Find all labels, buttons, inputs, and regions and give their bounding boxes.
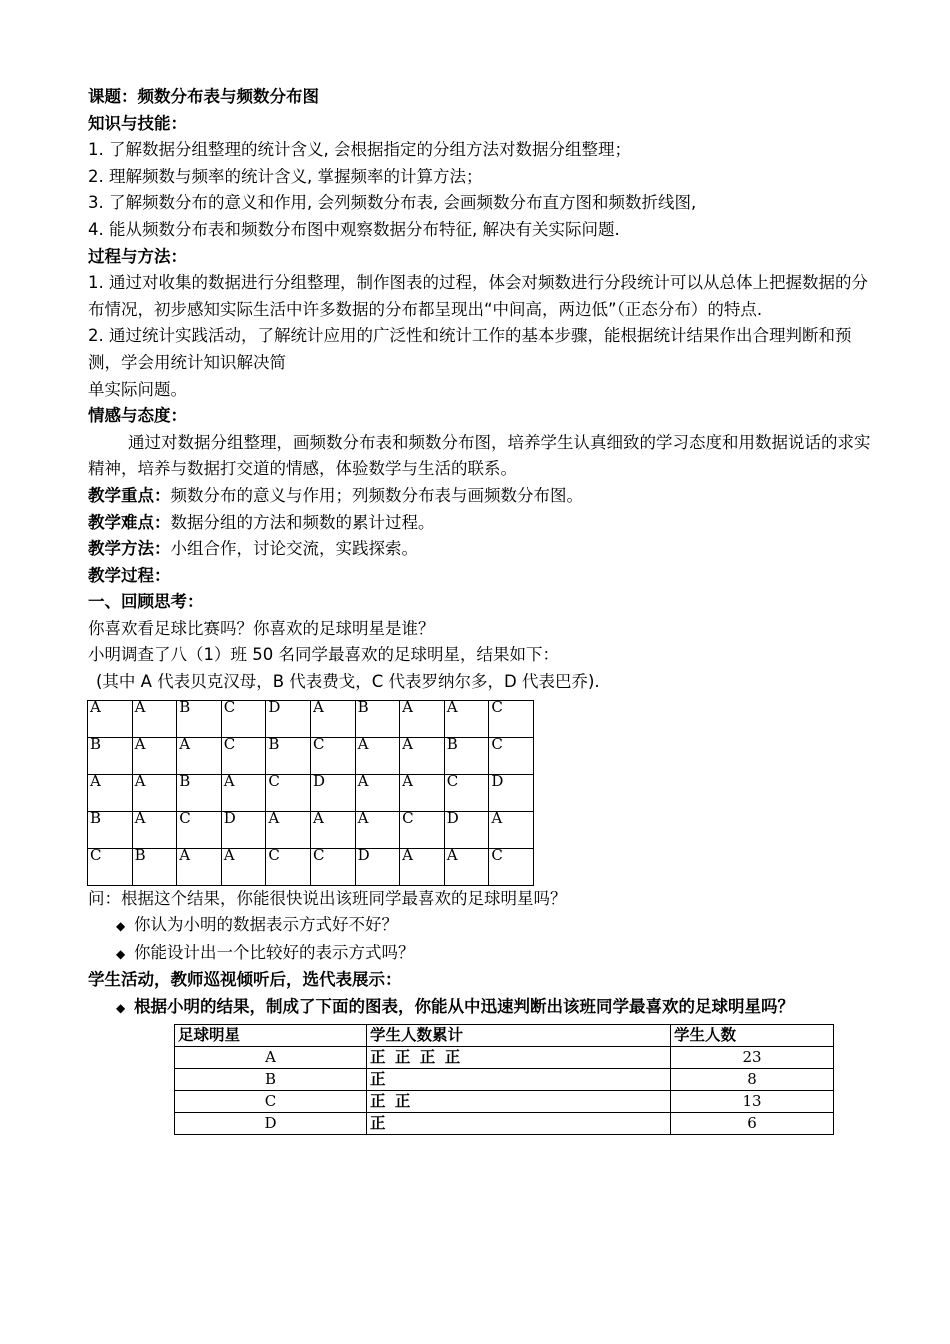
- survey-data-grid: [87, 697, 534, 886]
- process-item-3: 单实际问题。: [88, 379, 187, 399]
- table-row: [175, 1112, 834, 1134]
- grid-cell-text: D: [268, 697, 281, 716]
- grid-cell-text: B: [446, 734, 458, 753]
- list-item-label: 你能设计出一个比较好的表示方式吗？: [134, 942, 415, 962]
- grid-cell: [88, 808, 133, 848]
- knowledge-heading: 知识与技能：: [88, 113, 187, 133]
- table-row: [88, 774, 534, 811]
- grid-cell-text: A: [223, 771, 235, 790]
- grid-cell: [310, 734, 355, 774]
- grid-cell: [355, 771, 400, 811]
- grid-cell-text: C: [312, 845, 325, 864]
- grid-cell: [489, 771, 534, 811]
- grid-cell: [177, 808, 222, 848]
- key-point-row: [88, 483, 878, 510]
- survey-data-grid-wrapper: [87, 697, 878, 886]
- table-row: [88, 737, 534, 774]
- grid-cell-text: A: [90, 771, 101, 790]
- grid-cell-text: C: [402, 808, 414, 827]
- grid-cell: [444, 771, 489, 811]
- frequency-table: [174, 1024, 834, 1135]
- grid-cell: [400, 845, 445, 885]
- grid-cell: [310, 808, 355, 848]
- grid-cell: [444, 734, 489, 774]
- grid-cell: [489, 845, 534, 885]
- grid-cell: [88, 734, 133, 774]
- list-item-label: 你认为小明的数据表示方式好不好？: [134, 915, 398, 935]
- page-title-label: 课题：: [88, 87, 138, 106]
- grid-cell-text: A: [134, 697, 146, 716]
- grid-cell-text: C: [223, 734, 236, 753]
- grid-cell: [266, 734, 311, 774]
- page-title: [88, 84, 878, 111]
- grid-cell-text: A: [90, 697, 101, 716]
- grid-cell: [489, 697, 534, 737]
- knowledge-item-2: 2. 理解频数与频率的统计含义, 掌握频率的计算方法；: [88, 166, 483, 186]
- grid-cell-text: A: [357, 771, 369, 790]
- grid-cell: [88, 697, 133, 737]
- grid-cell: [177, 697, 222, 737]
- grid-cell: [266, 771, 311, 811]
- table-row: [88, 811, 534, 848]
- bullet-diamond-icon: ◆: [116, 946, 126, 961]
- cell-tally: 正 正: [367, 1090, 671, 1112]
- grid-cell-text: B: [179, 771, 191, 790]
- grid-cell-text: C: [491, 697, 503, 716]
- cell-tally: 正: [367, 1112, 671, 1134]
- grid-cell-text: A: [134, 771, 146, 790]
- grid-cell: [400, 771, 445, 811]
- grid-cell-text: A: [357, 808, 369, 827]
- grid-cell: [266, 697, 311, 737]
- grid-cell: [355, 845, 400, 885]
- grid-cell-text: A: [179, 734, 191, 753]
- grid-cell-text: B: [357, 697, 369, 716]
- grid-cell: [88, 771, 133, 811]
- grid-cell-text: A: [134, 808, 146, 827]
- grid-cell-text: A: [446, 697, 458, 716]
- document-content: [88, 84, 878, 1135]
- grid-cell-text: B: [134, 845, 146, 864]
- grid-cell-text: D: [446, 808, 459, 827]
- grid-cell-text: C: [268, 771, 280, 790]
- process-item-1: 1. 通过对收集的数据进行分组整理，制作图表的过程，体会对频数进行分段统计可以从总体上把握数据的分布情况，初步感知实际生活中许多数据的分布都呈现出“中间高，两边低”（正态分布）的特点.: [88, 273, 868, 319]
- grid-cell-text: A: [402, 697, 413, 716]
- column-header-count: 学生人数: [671, 1024, 834, 1046]
- grid-cell: [177, 845, 222, 885]
- grid-cell: [177, 734, 222, 774]
- table-row: [175, 1090, 834, 1112]
- cell-tally: 正 正 正 正: [367, 1046, 671, 1068]
- ask-line: 问：根据这个结果，你能很快说出该班同学最喜欢的足球明星吗？: [88, 888, 567, 908]
- grid-cell-text: A: [446, 845, 458, 864]
- cell-count: 6: [671, 1112, 834, 1134]
- grid-cell-text: C: [90, 845, 102, 864]
- cell-star: C: [175, 1090, 367, 1112]
- grid-cell-text: B: [179, 697, 191, 716]
- grid-cell: [310, 771, 355, 811]
- table-row: [175, 1046, 834, 1068]
- cell-star: D: [175, 1112, 367, 1134]
- grid-cell: [355, 697, 400, 737]
- grid-cell: [489, 808, 534, 848]
- grid-cell: [355, 808, 400, 848]
- grid-cell-text: A: [312, 697, 324, 716]
- cell-star: B: [175, 1068, 367, 1090]
- grid-cell-text: B: [268, 734, 280, 753]
- grid-cell: [489, 734, 534, 774]
- grid-cell: [221, 771, 266, 811]
- grid-cell: [221, 697, 266, 737]
- grid-cell-text: A: [402, 771, 413, 790]
- grid-cell-text: C: [312, 734, 325, 753]
- grid-cell-text: A: [357, 734, 369, 753]
- grid-cell: [132, 845, 177, 885]
- grid-cell-text: C: [223, 697, 236, 716]
- grid-cell-text: C: [179, 808, 191, 827]
- grid-cell: [221, 845, 266, 885]
- review-heading: 一、回顾思考：: [88, 592, 204, 612]
- grid-cell: [266, 845, 311, 885]
- grid-cell-text: C: [491, 734, 503, 753]
- grid-cell: [221, 808, 266, 848]
- grid-cell: [444, 845, 489, 885]
- review-question-1: 你喜欢看足球比赛吗？你喜欢的足球明星是谁？: [88, 618, 435, 638]
- page-title-value: 频数分布表与频数分布图: [137, 87, 319, 106]
- grid-cell: [177, 771, 222, 811]
- column-header-star: 足球明星: [175, 1024, 367, 1046]
- activity-heading: 学生活动，教师巡视倾听后，选代表展示：: [88, 970, 402, 990]
- knowledge-item-1: 1. 了解数据分组整理的统计含义, 会根据指定的分组方法对数据分组整理；: [88, 140, 631, 160]
- process-heading: 过程与方法：: [88, 246, 187, 266]
- grid-cell-text: D: [357, 845, 370, 864]
- grid-cell-text: A: [179, 845, 191, 864]
- method-label: 教学方法：: [88, 539, 171, 559]
- grid-cell-text: A: [312, 808, 324, 827]
- grid-cell: [400, 808, 445, 848]
- difficulty-text: 数据分组的方法和频数的累计过程。: [170, 512, 435, 532]
- table-row: [88, 848, 534, 885]
- bullet-diamond-icon: ◆: [116, 1001, 126, 1016]
- knowledge-item-4: 4. 能从频数分布表和频数分布图中观察数据分布特征, 解决有关实际问题.: [88, 219, 620, 239]
- cell-count: 23: [671, 1046, 834, 1068]
- grid-cell-text: D: [491, 771, 504, 790]
- grid-cell: [444, 697, 489, 737]
- grid-cell: [400, 697, 445, 737]
- column-header-tally: 学生人数累计: [367, 1024, 671, 1046]
- difficulty-label: 教学难点：: [88, 512, 171, 532]
- method-row: [88, 536, 878, 563]
- grid-cell-text: A: [402, 734, 413, 753]
- grid-cell: [88, 845, 133, 885]
- grid-cell-text: C: [268, 845, 280, 864]
- emotion-heading: 情感与态度：: [88, 406, 187, 426]
- grid-cell-text: B: [90, 734, 102, 753]
- process-item-2: 2. 通过统计实践活动，了解统计应用的广泛性和统计工作的基本步骤，能根据统计结果作出合理判断和预测，学会用统计知识解决简: [88, 326, 852, 372]
- grid-cell: [400, 734, 445, 774]
- grid-cell: [310, 845, 355, 885]
- grid-cell-text: D: [223, 808, 236, 827]
- grid-cell: [132, 771, 177, 811]
- emotion-text: 通过对数据分组整理，画频数分布表和频数分布图，培养学生认真细致的学习态度和用数据说话的求实精神，培养与数据打交道的情感，体验数学与生活的联系。: [88, 432, 871, 479]
- grid-cell: [221, 734, 266, 774]
- grid-cell-text: C: [446, 771, 459, 790]
- grid-cell: [266, 808, 311, 848]
- method-text: 小组合作，讨论交流，实践探索。: [170, 539, 418, 559]
- grid-cell-text: A: [223, 845, 235, 864]
- grid-cell: [355, 734, 400, 774]
- grid-cell-text: C: [491, 845, 503, 864]
- knowledge-item-3: 3. 了解频数分布的意义和作用, 会列频数分布表, 会画频数分布直方图和频数折线图,: [88, 193, 697, 213]
- list-item-label: 根据小明的结果，制成了下面的图表，你能从中迅速判断出该班同学最喜欢的足球明星吗？: [134, 997, 794, 1017]
- list-item: [88, 940, 878, 968]
- grid-cell: [444, 808, 489, 848]
- grid-cell-text: A: [268, 808, 280, 827]
- review-question-2: 小明调查了八（1）班 50 名同学最喜欢的足球明星，结果如下：: [88, 645, 559, 665]
- grid-cell: [310, 697, 355, 737]
- legend-note: (其中 A 代表贝克汉母，B 代表费戈，C 代表罗纳尔多，D 代表巴乔).: [96, 672, 600, 692]
- cell-count: 8: [671, 1068, 834, 1090]
- table-header-row: [175, 1024, 834, 1046]
- grid-cell-text: A: [134, 734, 146, 753]
- grid-cell-text: A: [402, 845, 413, 864]
- grid-cell-text: A: [491, 808, 503, 827]
- key-point-text: 频数分布的意义与作用；列频数分布表与画频数分布图。: [170, 485, 583, 505]
- table-row: [175, 1068, 834, 1090]
- cell-count: 13: [671, 1090, 834, 1112]
- cell-star: A: [175, 1046, 367, 1068]
- teaching-process-heading: 教学过程：: [88, 565, 171, 585]
- difficulty-row: [88, 510, 878, 537]
- key-point-label: 教学重点：: [88, 485, 171, 505]
- grid-cell: [132, 734, 177, 774]
- frequency-table-wrapper: [174, 1024, 878, 1135]
- table-row: [88, 700, 534, 737]
- grid-cell-text: D: [312, 771, 325, 790]
- list-item: [88, 994, 878, 1022]
- grid-cell-text: B: [90, 808, 102, 827]
- grid-cell: [132, 808, 177, 848]
- cell-tally: 正: [367, 1068, 671, 1090]
- grid-cell: [132, 697, 177, 737]
- list-item: [88, 912, 878, 940]
- bullet-diamond-icon: ◆: [116, 919, 126, 934]
